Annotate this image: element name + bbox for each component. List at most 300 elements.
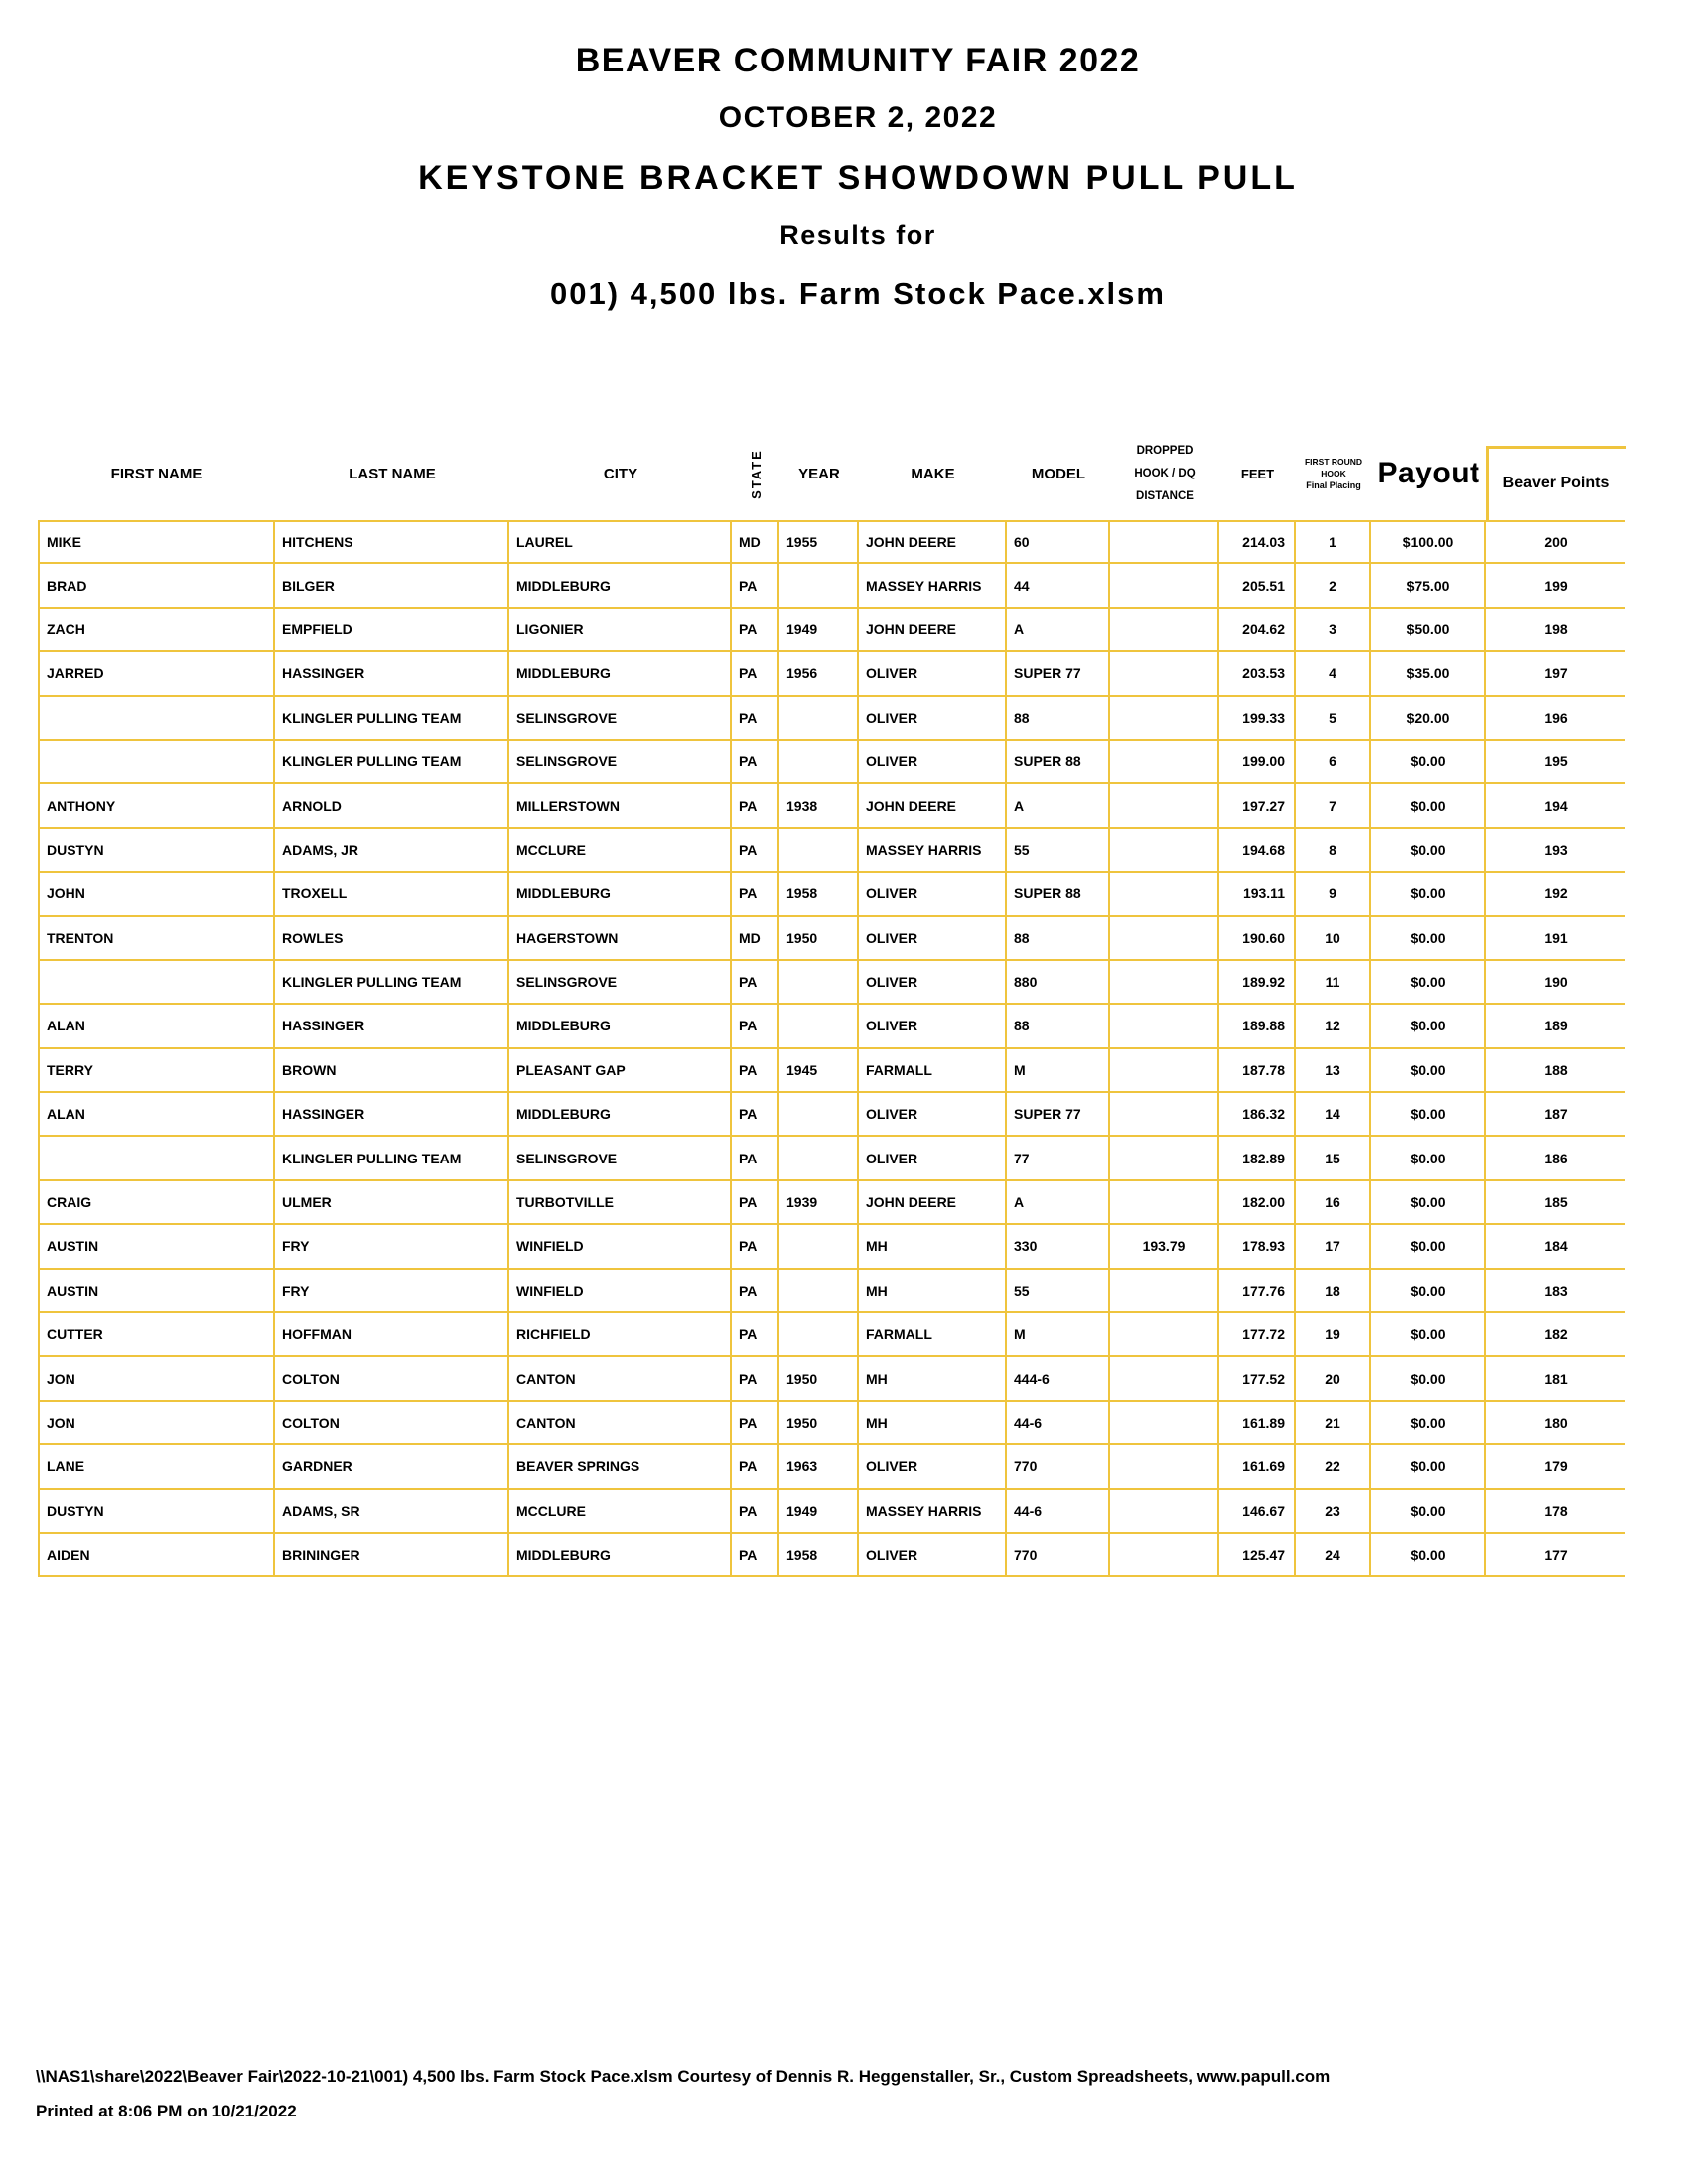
cell-first-name: JARRED	[38, 652, 275, 696]
cell-model: A	[1007, 609, 1110, 652]
cell-make: MH	[859, 1225, 1007, 1269]
cell-payout: $0.00	[1371, 1402, 1486, 1445]
cell-dropped-hook	[1110, 1181, 1219, 1225]
cell-year: 1949	[779, 609, 859, 652]
cell-state: PA	[732, 1093, 779, 1137]
cell-first-name: TRENTON	[38, 917, 275, 961]
cell-first-name: CUTTER	[38, 1313, 275, 1357]
cell-payout: $0.00	[1371, 873, 1486, 916]
cell-city: SELINSGROVE	[509, 697, 732, 741]
cell-model: 770	[1007, 1534, 1110, 1577]
cell-city: CANTON	[509, 1357, 732, 1401]
cell-city: HAGERSTOWN	[509, 917, 732, 961]
cell-beaver-points: 197	[1486, 652, 1625, 696]
cell-state: PA	[732, 652, 779, 696]
cell-last-name: HITCHENS	[275, 520, 509, 564]
cell-feet: 189.92	[1219, 961, 1296, 1005]
footer-file-path: \\NAS1\share\2022\Beaver Fair\2022-10-21\001) 4,500 lbs. Farm Stock Pace.xlsm Courtesy of Dennis R. Heggenstaller, Sr., Custom Spreadsheets, www.papull.com	[36, 2067, 1331, 2086]
cell-payout: $0.00	[1371, 1049, 1486, 1093]
cell-year	[779, 1137, 859, 1180]
cell-last-name: FRY	[275, 1270, 509, 1313]
cell-dropped-hook	[1110, 829, 1219, 873]
cell-beaver-points: 191	[1486, 917, 1625, 961]
cell-state: PA	[732, 1270, 779, 1313]
cell-first-name: ZACH	[38, 609, 275, 652]
cell-first-name: BRAD	[38, 564, 275, 608]
cell-make: OLIVER	[859, 917, 1007, 961]
cell-first-name: ALAN	[38, 1005, 275, 1048]
cell-feet: 205.51	[1219, 564, 1296, 608]
cell-beaver-points: 196	[1486, 697, 1625, 741]
cell-payout: $0.00	[1371, 1313, 1486, 1357]
cell-first-round-hook: 4	[1296, 652, 1371, 696]
cell-state: PA	[732, 1357, 779, 1401]
cell-payout: $100.00	[1371, 520, 1486, 564]
cell-first-round-hook: 11	[1296, 961, 1371, 1005]
cell-first-round-hook: 16	[1296, 1181, 1371, 1225]
cell-make: OLIVER	[859, 1445, 1007, 1489]
cell-payout: $0.00	[1371, 1181, 1486, 1225]
cell-beaver-points: 182	[1486, 1313, 1625, 1357]
cell-model: SUPER 77	[1007, 652, 1110, 696]
cell-feet: 161.89	[1219, 1402, 1296, 1445]
cell-city: MCCLURE	[509, 1490, 732, 1534]
cell-beaver-points: 177	[1486, 1534, 1625, 1577]
cell-model: M	[1007, 1049, 1110, 1093]
cell-model: SUPER 77	[1007, 1093, 1110, 1137]
cell-feet: 186.32	[1219, 1093, 1296, 1137]
cell-year: 1958	[779, 1534, 859, 1577]
cell-feet: 177.72	[1219, 1313, 1296, 1357]
cell-feet: 178.93	[1219, 1225, 1296, 1269]
cell-state: PA	[732, 961, 779, 1005]
cell-model: 55	[1007, 1270, 1110, 1313]
cell-make: OLIVER	[859, 741, 1007, 784]
cell-first-round-hook: 13	[1296, 1049, 1371, 1093]
cell-make: MASSEY HARRIS	[859, 1490, 1007, 1534]
cell-beaver-points: 178	[1486, 1490, 1625, 1534]
cell-dropped-hook	[1110, 741, 1219, 784]
cell-first-name: TERRY	[38, 1049, 275, 1093]
cell-make: FARMALL	[859, 1049, 1007, 1093]
cell-city: SELINSGROVE	[509, 961, 732, 1005]
cell-first-name: JOHN	[38, 873, 275, 916]
cell-first-name	[38, 1137, 275, 1180]
cell-first-name: JON	[38, 1402, 275, 1445]
cell-dropped-hook	[1110, 1534, 1219, 1577]
cell-dropped-hook	[1110, 1005, 1219, 1048]
cell-first-round-hook: 10	[1296, 917, 1371, 961]
cell-first-round-hook: 22	[1296, 1445, 1371, 1489]
cell-model: 88	[1007, 917, 1110, 961]
event-title: BEAVER COMMUNITY FAIR 2022	[575, 42, 1141, 79]
cell-state: PA	[732, 1049, 779, 1093]
cell-first-round-hook: 8	[1296, 829, 1371, 873]
cell-dropped-hook	[1110, 697, 1219, 741]
cell-beaver-points: 188	[1486, 1049, 1625, 1093]
cell-last-name: BILGER	[275, 564, 509, 608]
footer-printed-timestamp: Printed at 8:06 PM on 10/21/2022	[36, 2102, 297, 2120]
cell-payout: $35.00	[1371, 652, 1486, 696]
cell-first-round-hook: 23	[1296, 1490, 1371, 1534]
cell-make: JOHN DEERE	[859, 609, 1007, 652]
cell-payout: $0.00	[1371, 961, 1486, 1005]
cell-last-name: ARNOLD	[275, 784, 509, 828]
cell-first-name: AIDEN	[38, 1534, 275, 1577]
cell-model: 55	[1007, 829, 1110, 873]
cell-year: 1950	[779, 1357, 859, 1401]
cell-city: WINFIELD	[509, 1270, 732, 1313]
cell-make: OLIVER	[859, 652, 1007, 696]
cell-city: BEAVER SPRINGS	[509, 1445, 732, 1489]
cell-beaver-points: 184	[1486, 1225, 1625, 1269]
column-header-city: CITY	[603, 465, 638, 482]
cell-state: PA	[732, 829, 779, 873]
cell-model: M	[1007, 1313, 1110, 1357]
cell-model: 770	[1007, 1445, 1110, 1489]
cell-feet: 193.11	[1219, 873, 1296, 916]
cell-dropped-hook	[1110, 1137, 1219, 1180]
cell-city: MCCLURE	[509, 829, 732, 873]
event-subtitle: KEYSTONE BRACKET SHOWDOWN PULL PULL	[418, 159, 1298, 197]
report-header	[14, 42, 1688, 312]
cell-dropped-hook: 193.79	[1110, 1225, 1219, 1269]
cell-make: OLIVER	[859, 961, 1007, 1005]
cell-feet: 203.53	[1219, 652, 1296, 696]
cell-state: PA	[732, 1005, 779, 1048]
column-header-first-name: FIRST NAME	[110, 465, 203, 482]
cell-first-round-hook: 24	[1296, 1534, 1371, 1577]
column-header-payout: Payout	[1377, 457, 1480, 489]
cell-first-name: AUSTIN	[38, 1270, 275, 1313]
cell-state: PA	[732, 1534, 779, 1577]
cell-state: MD	[732, 917, 779, 961]
cell-model: 60	[1007, 520, 1110, 564]
cell-first-round-hook: 1	[1296, 520, 1371, 564]
cell-beaver-points: 198	[1486, 609, 1625, 652]
cell-state: PA	[732, 1445, 779, 1489]
cell-make: JOHN DEERE	[859, 784, 1007, 828]
cell-year	[779, 1225, 859, 1269]
cell-city: CANTON	[509, 1402, 732, 1445]
cell-dropped-hook	[1110, 917, 1219, 961]
cell-last-name: KLINGLER PULLING TEAM	[275, 1137, 509, 1180]
cell-first-name: ANTHONY	[38, 784, 275, 828]
cell-year: 1945	[779, 1049, 859, 1093]
cell-city: MIDDLEBURG	[509, 1093, 732, 1137]
cell-beaver-points: 189	[1486, 1005, 1625, 1048]
cell-city: MILLERSTOWN	[509, 784, 732, 828]
cell-first-round-hook: 5	[1296, 697, 1371, 741]
cell-year	[779, 697, 859, 741]
cell-feet: 187.78	[1219, 1049, 1296, 1093]
cell-city: SELINSGROVE	[509, 741, 732, 784]
cell-payout: $0.00	[1371, 1005, 1486, 1048]
cell-last-name: ADAMS, SR	[275, 1490, 509, 1534]
cell-city: MIDDLEBURG	[509, 1005, 732, 1048]
cell-first-round-hook: 7	[1296, 784, 1371, 828]
cell-beaver-points: 193	[1486, 829, 1625, 873]
cell-last-name: HASSINGER	[275, 1093, 509, 1137]
cell-beaver-points: 186	[1486, 1137, 1625, 1180]
cell-make: JOHN DEERE	[859, 520, 1007, 564]
cell-make: MH	[859, 1402, 1007, 1445]
cell-feet: 177.76	[1219, 1270, 1296, 1313]
cell-payout: $0.00	[1371, 1357, 1486, 1401]
cell-first-round-hook: 14	[1296, 1093, 1371, 1137]
cell-last-name: ULMER	[275, 1181, 509, 1225]
cell-model: SUPER 88	[1007, 873, 1110, 916]
cell-state: PA	[732, 609, 779, 652]
cell-year	[779, 1270, 859, 1313]
cell-year: 1950	[779, 917, 859, 961]
cell-dropped-hook	[1110, 961, 1219, 1005]
cell-make: MASSEY HARRIS	[859, 829, 1007, 873]
cell-beaver-points: 195	[1486, 741, 1625, 784]
cell-model: 330	[1007, 1225, 1110, 1269]
cell-state: PA	[732, 564, 779, 608]
cell-state: PA	[732, 1225, 779, 1269]
cell-state: PA	[732, 1137, 779, 1180]
cell-last-name: FRY	[275, 1225, 509, 1269]
cell-first-round-hook: 17	[1296, 1225, 1371, 1269]
cell-last-name: KLINGLER PULLING TEAM	[275, 961, 509, 1005]
cell-last-name: TROXELL	[275, 873, 509, 916]
beaver-points-box-top-border	[1486, 446, 1626, 449]
cell-payout: $50.00	[1371, 609, 1486, 652]
cell-year	[779, 564, 859, 608]
cell-model: 44-6	[1007, 1402, 1110, 1445]
cell-feet: 214.03	[1219, 520, 1296, 564]
cell-last-name: ADAMS, JR	[275, 829, 509, 873]
cell-last-name: GARDNER	[275, 1445, 509, 1489]
column-header-year: YEAR	[798, 465, 840, 482]
event-date: OCTOBER 2, 2022	[718, 101, 998, 134]
cell-last-name: COLTON	[275, 1402, 509, 1445]
cell-dropped-hook	[1110, 1445, 1219, 1489]
cell-last-name: KLINGLER PULLING TEAM	[275, 697, 509, 741]
cell-payout: $0.00	[1371, 1270, 1486, 1313]
cell-payout: $75.00	[1371, 564, 1486, 608]
cell-make: OLIVER	[859, 1093, 1007, 1137]
cell-last-name: BROWN	[275, 1049, 509, 1093]
cell-state: PA	[732, 1402, 779, 1445]
column-header-model: MODEL	[1031, 465, 1086, 482]
cell-dropped-hook	[1110, 520, 1219, 564]
cell-dropped-hook	[1110, 1093, 1219, 1137]
cell-feet: 182.00	[1219, 1181, 1296, 1225]
cell-year	[779, 829, 859, 873]
cell-make: MASSEY HARRIS	[859, 564, 1007, 608]
cell-feet: 199.00	[1219, 741, 1296, 784]
cell-state: PA	[732, 1313, 779, 1357]
cell-beaver-points: 179	[1486, 1445, 1625, 1489]
cell-first-name: AUSTIN	[38, 1225, 275, 1269]
cell-payout: $0.00	[1371, 1137, 1486, 1180]
cell-model: 88	[1007, 697, 1110, 741]
cell-model: A	[1007, 784, 1110, 828]
column-header-make: MAKE	[911, 465, 955, 482]
cell-last-name: BRININGER	[275, 1534, 509, 1577]
cell-beaver-points: 194	[1486, 784, 1625, 828]
cell-beaver-points: 192	[1486, 873, 1625, 916]
cell-feet: 197.27	[1219, 784, 1296, 828]
cell-first-name: DUSTYN	[38, 829, 275, 873]
column-header-last-name: LAST NAME	[349, 465, 436, 482]
cell-last-name: EMPFIELD	[275, 609, 509, 652]
cell-state: PA	[732, 784, 779, 828]
cell-first-round-hook: 6	[1296, 741, 1371, 784]
cell-state: MD	[732, 520, 779, 564]
cell-payout: $20.00	[1371, 697, 1486, 741]
cell-city: RICHFIELD	[509, 1313, 732, 1357]
cell-last-name: HASSINGER	[275, 652, 509, 696]
cell-payout: $0.00	[1371, 829, 1486, 873]
cell-beaver-points: 199	[1486, 564, 1625, 608]
cell-feet: 177.52	[1219, 1357, 1296, 1401]
cell-feet: 125.47	[1219, 1534, 1296, 1577]
column-header-beaver-points: Beaver Points	[1502, 474, 1610, 491]
cell-make: JOHN DEERE	[859, 1181, 1007, 1225]
cell-first-name: DUSTYN	[38, 1490, 275, 1534]
cell-year: 1955	[779, 520, 859, 564]
cell-first-round-hook: 18	[1296, 1270, 1371, 1313]
cell-first-round-hook: 19	[1296, 1313, 1371, 1357]
cell-beaver-points: 180	[1486, 1402, 1625, 1445]
cell-first-round-hook: 3	[1296, 609, 1371, 652]
cell-dropped-hook	[1110, 564, 1219, 608]
cell-make: OLIVER	[859, 873, 1007, 916]
cell-first-round-hook: 2	[1296, 564, 1371, 608]
cell-feet: 189.88	[1219, 1005, 1296, 1048]
cell-dropped-hook	[1110, 1357, 1219, 1401]
cell-first-round-hook: 20	[1296, 1357, 1371, 1401]
cell-first-name	[38, 697, 275, 741]
cell-model: 88	[1007, 1005, 1110, 1048]
cell-year: 1938	[779, 784, 859, 828]
cell-model: 44	[1007, 564, 1110, 608]
cell-model: 77	[1007, 1137, 1110, 1180]
cell-year	[779, 1093, 859, 1137]
cell-first-round-hook: 12	[1296, 1005, 1371, 1048]
cell-first-name	[38, 961, 275, 1005]
cell-make: FARMALL	[859, 1313, 1007, 1357]
cell-payout: $0.00	[1371, 1490, 1486, 1534]
cell-first-round-hook: 21	[1296, 1402, 1371, 1445]
cell-beaver-points: 183	[1486, 1270, 1625, 1313]
cell-payout: $0.00	[1371, 741, 1486, 784]
column-header-state: STATE	[748, 448, 764, 499]
cell-make: OLIVER	[859, 697, 1007, 741]
cell-beaver-points: 181	[1486, 1357, 1625, 1401]
cell-dropped-hook	[1110, 784, 1219, 828]
cell-first-name: CRAIG	[38, 1181, 275, 1225]
cell-beaver-points: 190	[1486, 961, 1625, 1005]
cell-feet: 199.33	[1219, 697, 1296, 741]
cell-year	[779, 1313, 859, 1357]
cell-make: MH	[859, 1270, 1007, 1313]
cell-dropped-hook	[1110, 1270, 1219, 1313]
cell-dropped-hook	[1110, 652, 1219, 696]
cell-dropped-hook	[1110, 1402, 1219, 1445]
cell-city: LIGONIER	[509, 609, 732, 652]
cell-dropped-hook	[1110, 1490, 1219, 1534]
cell-state: PA	[732, 873, 779, 916]
cell-payout: $0.00	[1371, 917, 1486, 961]
cell-city: MIDDLEBURG	[509, 564, 732, 608]
cell-year	[779, 741, 859, 784]
cell-model: 444-6	[1007, 1357, 1110, 1401]
cell-last-name: ROWLES	[275, 917, 509, 961]
cell-city: MIDDLEBURG	[509, 652, 732, 696]
cell-model: 44-6	[1007, 1490, 1110, 1534]
cell-year: 1949	[779, 1490, 859, 1534]
cell-year: 1956	[779, 652, 859, 696]
cell-state: PA	[732, 1490, 779, 1534]
cell-city: TURBOTVILLE	[509, 1181, 732, 1225]
cell-first-name: LANE	[38, 1445, 275, 1489]
cell-feet: 182.89	[1219, 1137, 1296, 1180]
cell-city: WINFIELD	[509, 1225, 732, 1269]
cell-make: OLIVER	[859, 1137, 1007, 1180]
cell-payout: $0.00	[1371, 1445, 1486, 1489]
column-header-feet: FEET	[1240, 466, 1275, 481]
cell-last-name: COLTON	[275, 1357, 509, 1401]
column-header-first-round-hook: FIRST ROUND HOOK Final Placing	[1304, 457, 1363, 490]
results-table	[38, 520, 1625, 1577]
cell-last-name: KLINGLER PULLING TEAM	[275, 741, 509, 784]
page-footer	[36, 2067, 1330, 2121]
cell-make: OLIVER	[859, 1534, 1007, 1577]
cell-dropped-hook	[1110, 1313, 1219, 1357]
cell-feet: 204.62	[1219, 609, 1296, 652]
cell-city: MIDDLEBURG	[509, 1534, 732, 1577]
cell-city: LAUREL	[509, 520, 732, 564]
cell-year	[779, 961, 859, 1005]
cell-first-name: ALAN	[38, 1093, 275, 1137]
cell-make: MH	[859, 1357, 1007, 1401]
cell-first-round-hook: 15	[1296, 1137, 1371, 1180]
cell-city: MIDDLEBURG	[509, 873, 732, 916]
cell-payout: $0.00	[1371, 1534, 1486, 1577]
cell-year: 1950	[779, 1402, 859, 1445]
cell-feet: 146.67	[1219, 1490, 1296, 1534]
cell-first-name: JON	[38, 1357, 275, 1401]
cell-first-name	[38, 741, 275, 784]
cell-city: PLEASANT GAP	[509, 1049, 732, 1093]
cell-model: SUPER 88	[1007, 741, 1110, 784]
results-for-label: Results for	[779, 220, 936, 250]
cell-year: 1958	[779, 873, 859, 916]
cell-make: OLIVER	[859, 1005, 1007, 1048]
cell-year: 1939	[779, 1181, 859, 1225]
beaver-points-box-left-border	[1486, 446, 1489, 522]
cell-year	[779, 1005, 859, 1048]
column-header-dropped-hook: DROPPED HOOK / DQ DISTANCE	[1134, 444, 1196, 502]
cell-first-name: MIKE	[38, 520, 275, 564]
cell-model: 880	[1007, 961, 1110, 1005]
cell-first-round-hook: 9	[1296, 873, 1371, 916]
cell-state: PA	[732, 1181, 779, 1225]
cell-last-name: HOFFMAN	[275, 1313, 509, 1357]
cell-payout: $0.00	[1371, 1225, 1486, 1269]
cell-state: PA	[732, 697, 779, 741]
cell-beaver-points: 200	[1486, 520, 1625, 564]
cell-dropped-hook	[1110, 609, 1219, 652]
cell-dropped-hook	[1110, 1049, 1219, 1093]
cell-beaver-points: 185	[1486, 1181, 1625, 1225]
cell-feet: 190.60	[1219, 917, 1296, 961]
